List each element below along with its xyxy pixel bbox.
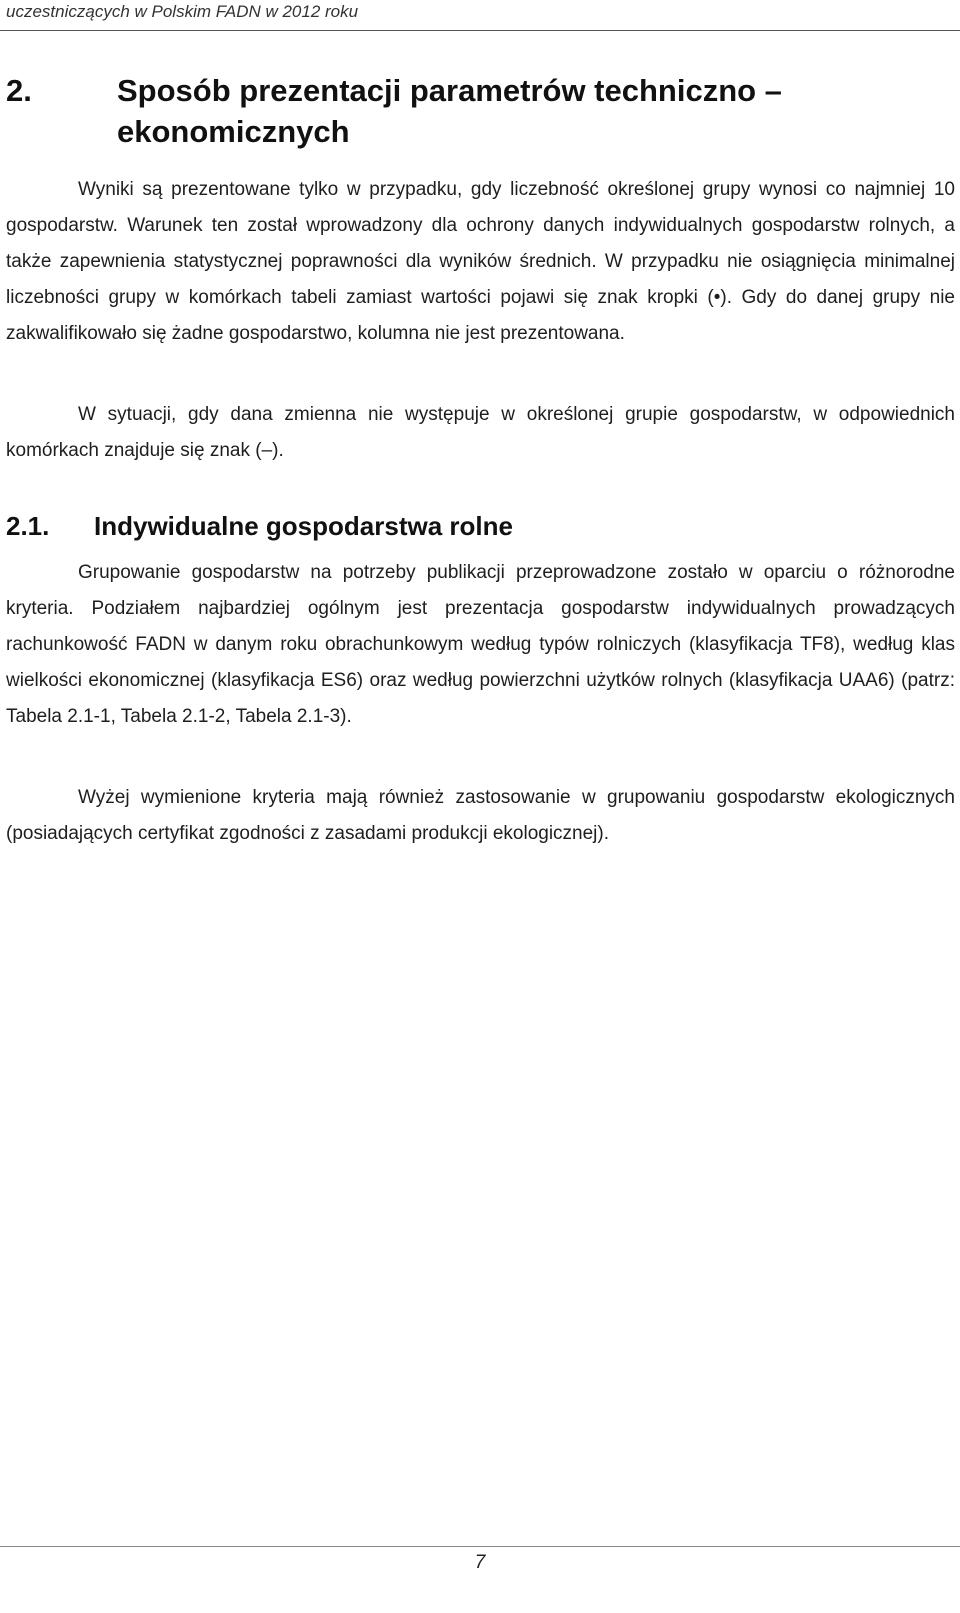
subsection-paragraph-1: Grupowanie gospodarstw na potrzeby publikacji przeprowadzone zostało w oparciu o różnorodne kryteria. Podziałem najbardziej ogólnym jest prezentacja gospodarstw indywidualnych prowadzących rachunkowość FADN w danym roku obrachunkowym według typów rolniczych (klasyfikacja TF8), według klas wielkości ekonomicznej (klasyfikacja ES6) oraz według powierzchni użytków rolnych (klasyfikacja UAA6) (patrz: Tabela 2.1-1, Tabela 2.1-2, Tabela 2.1-3). <box>6 562 955 727</box>
subsection-heading <box>6 508 946 544</box>
section-paragraph-1: Wyniki są prezentowane tylko w przypadku, gdy liczebność określonej grupy wynosi co najmniej 10 gospodarstw. Warunek ten został wprowadzony dla ochrony danych indywidualnych gospodarstw rolnych, a także zapewnienia statystycznej poprawności dla wyników średnich. W przypadku nie osiągnięcia minimalnej liczebności grupy w komórkach tabeli zamiast wartości pojawi się znak kropki (•). Gdy do danej grupy nie zakwalifikowało się żadne gospodarstwo, kolumna nie jest prezentowana. <box>6 179 955 344</box>
section-title: Sposób prezentacji parametrów techniczno – ekonomicznych <box>117 73 782 149</box>
running-header: uczestniczących w Polskim FADN w 2012 roku <box>6 2 359 21</box>
subsection-number: 2.1. <box>6 511 50 541</box>
subsection-paragraph-2: Wyżej wymienione kryteria mają również zastosowanie w grupowaniu gospodarstw ekologicznych (posiadających certyfikat zgodności z zasadami produkcji ekologicznej). <box>6 787 955 844</box>
section-paragraph-2: W sytuacji, gdy dana zmienna nie występuje w określonej grupie gospodarstw, w odpowiednich komórkach znajduje się znak (–). <box>6 404 955 461</box>
section-number: 2. <box>6 73 32 108</box>
page-number: 7 <box>474 1552 486 1573</box>
section-heading <box>6 70 946 152</box>
footer-divider <box>0 1546 960 1547</box>
subsection-title: Indywidualne gospodarstwa rolne <box>94 511 513 541</box>
header-divider <box>0 30 960 31</box>
